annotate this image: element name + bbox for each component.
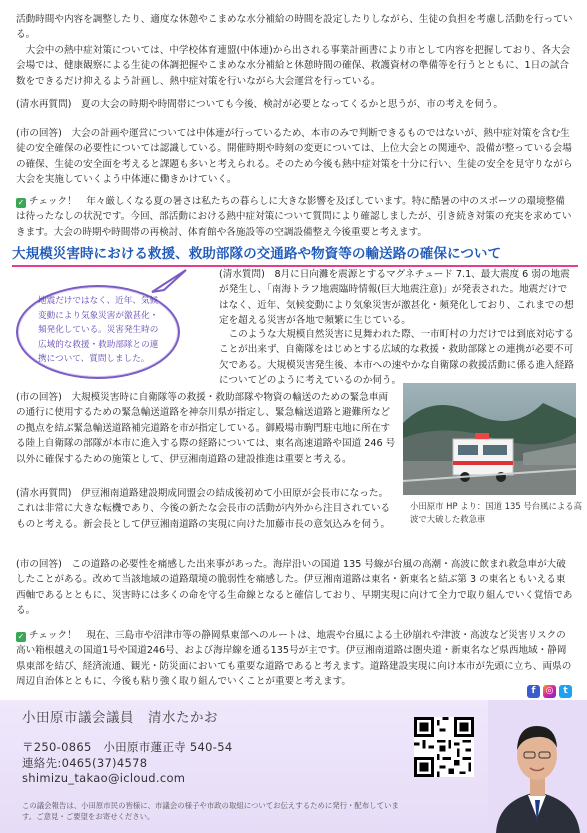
section-heading: 大規模災害時における救援、救助部隊の交通路や物資等の輸送路の確保について bbox=[12, 244, 578, 267]
instagram-icon[interactable]: ◎ bbox=[543, 685, 556, 698]
paragraph-question-route: このような大規模自然災害に見舞われた際、一市町村の力だけでは到底対応することが出来ず、自衛隊をはじめとする広域的な救援・救助部隊との連携が必要不可欠である。大規模災害発生後、本市への速やかな自衛隊の救援活動に係る進入経路についてどのように考えているのか伺う。 bbox=[219, 329, 574, 387]
paragraph-requestion-league: (清水再質問) 伊豆湘南道路建設期成同盟会の結成後初めて小田原が会長市になった。これは非常に大きな転機であり、今後の新たな会長市の活動が内外から注目されているものと考える。新会長として伊豆湘南道路の実現に向けた加藤市長の意気込みを伺う。 bbox=[16, 488, 391, 530]
check-text-road: チェック！ 現在、三島市や沼津市等の静岡県東部へのルートは、地震や台風による土砂崩れや津波・高波など災害リスクの高い箱根越えの国道1号や国道246号、および海岸線を通る135号が主です。伊豆湘南道路は圏央道・新東名など県西地域・静岡県東部を結び、経済流通、観光・防災面においても重要な道路であると考えます。道路建設実現に向け本市が先頭に立ち、両県の周辺自治体とともに、今後も粘り強く取り組んでいくことが重要と考えます。 bbox=[16, 630, 572, 688]
twitter-icon[interactable]: t bbox=[559, 685, 572, 698]
postal-address: 〒250-0865 小田原市蓮正寺 540-54 bbox=[22, 740, 233, 754]
council-member-name: 小田原市議会議員 清水たかお bbox=[22, 710, 218, 726]
paragraph-tournament-measures: 大会中の熱中症対策については、中学校体育連盟(中体連)から出される事業計画書により市として内容を把握しており、各大会会場では、健康観察による生徒の体調把握やこまめな水分補給と休憩時間の確保、救護資材の準備等を行うとともに、1日の試合数をできるだけ抑えるよう計画し、熱中症対策を行いながら大会運営を行っている。 bbox=[16, 45, 571, 87]
check-paragraph-road bbox=[16, 628, 573, 690]
ambulance-photo bbox=[403, 383, 576, 495]
paragraph-requestion-season: (清水再質問) 夏の大会の時期や時間帯についても今後、検討が必要となってくるかと思うが、市の考えを伺う。 bbox=[16, 99, 503, 110]
check-icon: ✓ bbox=[17, 198, 25, 207]
bubble-tail bbox=[150, 268, 190, 294]
photo-caption: 小田原市 HP より：国道 135 号台風による高波で大破した救急車 bbox=[410, 501, 582, 524]
paragraph-city-answer-road: (市の回答) 大規模災害時に自衛隊等の救援・救助部隊や物資の輸送のための緊急車両の通行に使用するための緊急輸送道路を神奈川県が指定し、緊急輸送道路と避難所などの拠点を結ぶ緊急輸送道路補完道路を市が指定している。御殿場市駒門駐屯地に所在する陸上自衛隊の部隊が本市に進入する際の経路については、東名高速道路や国道 246 号以外に確保するための施策として、伊豆湘南道路の建設推進は重要と考える。 bbox=[16, 392, 396, 465]
paragraph-city-answer-necessity: (市の回答) この道路の必要性を痛感した出来事があった。海岸沿いの国道 135 号線が台風の高潮・高波に飲まれ救急車が大破したことがある。改めて当該地域の道路環境の脆弱性を痛感した。伊豆湘南道路は東名・新東名と結ぶ第 3 の東名ともいえる東西軸であるとともに、災害時には多くの命を守る生命線となると確信しており、早期実現に向けて全力で取り組んでいく覚悟である。 bbox=[16, 559, 573, 617]
facebook-icon[interactable]: f bbox=[527, 685, 540, 698]
check-paragraph-heat bbox=[16, 194, 573, 240]
check-text-heat: チェック！ 年々厳しくなる夏の暑さは私たちの暮らしに大きな影響を及ぼしています。特に酷暑の中のスポーツの環境整備は待ったなしの状況です。今回、部活動における熱中症対策について質問により確認しましたが、引き続き対策の充実を求めていきます。大会の時期や時間帯の再検討、体育館や各施設等の空調設備整え今後重要と考えます。 bbox=[16, 196, 572, 238]
qr-code[interactable] bbox=[414, 717, 474, 777]
bubble-summary: 地震だけではなく、近年、気候変動により気象災害が激甚化・頻発化している。災害発生時の広域的な救援・救助部隊との連携について、質問しました。 bbox=[38, 296, 159, 365]
paragraph-activity-adjust: 活動時間や内容を調整したり、適度な休憩やこまめな水分補給の時間を設定したりしながら、生徒の負担を考慮し活動を行っている。 bbox=[16, 14, 573, 41]
check-icon: ✓ bbox=[17, 632, 25, 641]
paragraph-question-earthquake: (清水質問) 8月に日向灘を震源とするマグネチュード 7.1、最大震度 6 弱の地震が発生し、「南海トラフ地震臨時情報(巨大地震注意)」が発表された。地震だけではなく、近年、気候変動により気象災害が激甚化・頻発化しており、これまでの想定を超える災害が各地で頻繁に生じている。 bbox=[219, 269, 574, 327]
paragraph-city-answer-tournament: (市の回答) 大会の計画や運営については中体連が行っているため、本市のみで判断できるものではないが、熱中症対策を含む生徒の安全確保の必要性については認識している。開催時期や時刻の変更については、上位大会との関連や、設備が整っている会場の確保、生徒の安全面を考えると課題も多いと考えられる。そのため今後も熱中症対策を十分に行い、生徒の安全を見守りながら大会を実施していくよう中体連に働きかけていく。 bbox=[16, 128, 573, 186]
phone-number: 連絡先:0465(37)4578 bbox=[22, 756, 148, 770]
email-address[interactable]: shimizu_takao@icloud.com bbox=[22, 771, 186, 785]
council-member-portrait bbox=[488, 700, 587, 833]
footer-note: この議会報告は、小田原市民の皆様に、市議会の様子や市政の取組についてお伝えするために発行・配布しています。ご意見・ご要望をお寄せください。 bbox=[22, 801, 399, 821]
